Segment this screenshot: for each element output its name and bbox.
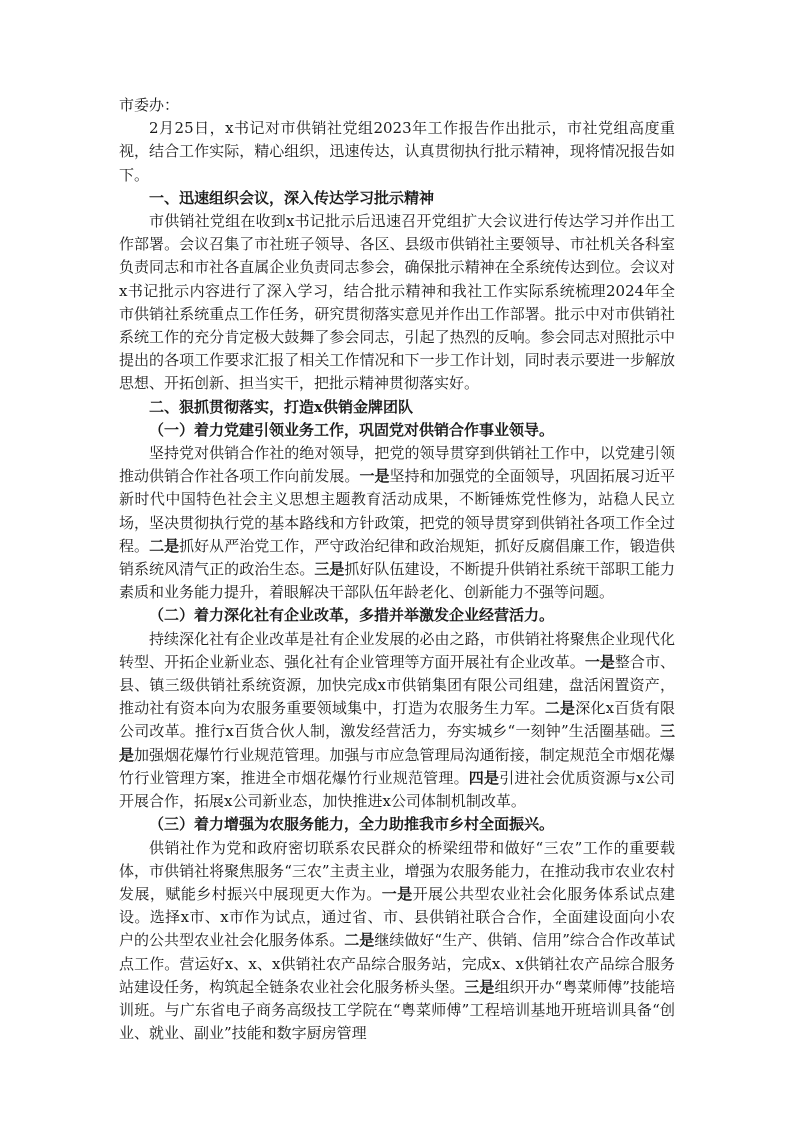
point-label: 一是 <box>359 467 390 486</box>
point-label: 二是 <box>344 931 375 950</box>
section1-body: 市供销社党组在收到x书记批示后迅速召开党组扩大会议进行传达学习并作出工作部署。会议召集了市社班子领导、各区、县级市供销社主要领导、市社机关各科室负责同志和市社各直属企业负责同志参会，确保批示精神在全系统传达到位。会议对x书记批示内容进行了深入学习，结合批示精神和我社工作实际系统梳理2024年全市供销社系统重点工作任务，研究贯彻落实意见并作出工作部署。批示中对市供销社系统工作的充分肯定极大鼓舞了参会同志，引起了热烈的反响。参会同志对照批示中提出的各项工作要求汇报了相关工作情况和下一步工作计划，同时表示要进一步解放思想、开拓创新、担当实干，把批示精神贯彻落实好。 <box>119 212 675 393</box>
sub3-heading: （三）着力增强为农服务能力，全力助推我市乡村全面振兴。 <box>149 815 555 834</box>
intro-paragraph: 2月25日，x书记对市供销社党组2023年工作报告作出批示，市社党组高度重视，结合工作实际，精心组织，迅速传达，认真贯彻执行批示精神，现将情况报告如下。 <box>119 119 675 184</box>
point-label: 一是 <box>381 884 413 903</box>
point-label: 三是 <box>314 560 345 579</box>
section1-heading: 一、迅速组织会议，深入传达学习批示精神 <box>149 188 435 207</box>
sub1-body: 坚持党对供销合作社的绝对领导，把党的领导贯穿到供销社工作中，以党建引领推动供销合作社各项工作向前发展。一是坚持和加强党的全面领导，巩固拓展习近平新时代中国特色社会主义思想主题教育活动成果，不断锤炼党性修为，站稳人民立场，坚决贯彻执行党的基本路线和方针政策，把党的领导贯穿到供销社各项工作全过程。二是抓好从严治党工作，严守政治纪律和政治规矩，抓好反腐倡廉工作，锻造供销系统风清气正的政治生态。三是抓好队伍建设，不断提升供销社系统干部职工能力素质和业务能力提升，着眼解决干部队伍年龄老化、创新能力不强等问题。 <box>119 444 675 602</box>
sub2-body: 持续深化社有企业改革是社有企业发展的必由之路，市供销社将聚焦企业现代化转型、开拓企业新业态、强化社有企业管理等方面开展社有企业改革。一是整合市、县、镇三级供销社系统资源，加快完成x市供销集团有限公司组建，盘活闲置资产，推动社有资本向为农服务重要领域集中，打造为农服务生力军。二是深化x百货有限公司改革。推行x百货合伙人制，激发经营活力，夯实城乡“一刻钟”生活圈基础。三是加强烟花爆竹行业规范管理。加强与市应急管理局沟通衔接，制定规范全市烟花爆竹行业管理方案，推进全市烟花爆竹行业规范管理。四是引进社会优质资源与x公司开展合作，拓展x公司新业态，加快推进x公司体制机制改革。 <box>119 629 675 811</box>
point-label: 二是 <box>544 699 576 718</box>
section2-heading: 二、狠抓贯彻落实，打造x供销金牌团队 <box>149 397 413 416</box>
point-label: 四是 <box>468 768 500 787</box>
salutation: 市委办： <box>119 96 180 114</box>
document-page <box>119 94 675 1045</box>
point-label: 三是 <box>119 722 675 764</box>
point-label: 一是 <box>584 652 615 671</box>
point-label: 二是 <box>149 536 180 555</box>
point-label: 三是 <box>464 977 495 996</box>
sub2-heading: （二）着力深化社有企业改革，多措并举激发企业经营活力。 <box>149 606 555 625</box>
sub1-heading: （一）着力党建引领业务工作，巩固党对供销合作事业领导。 <box>149 420 555 439</box>
sub3-body: 供销社作为党和政府密切联系农民群众的桥梁纽带和做好“三农”工作的重要载体，市供销社将聚焦服务“三农”主责主业，增强为农服务能力，在推动我市农业农村发展，赋能乡村振兴中展现更大作为。一是开展公共型农业社会化服务体系试点建设。选择x市、x市作为试点，通过省、市、县供销社联合合作，全面建设面向小农户的公共型农业社会化服务体系。二是继续做好“生产、供销、信用”综合合作改革试点工作。营运好x、x、x供销社农产品综合服务站，完成x、x供销社农产品综合服务站建设任务，构筑起全链条农业社会化服务桥头堡。三是组织开办“粤菜师傅”技能培训班。与广东省电子商务高级技工学院在“粤菜师傅”工程培训基地开班培训具备“创业、就业、副业”技能和数字厨房管理 <box>119 838 675 1043</box>
